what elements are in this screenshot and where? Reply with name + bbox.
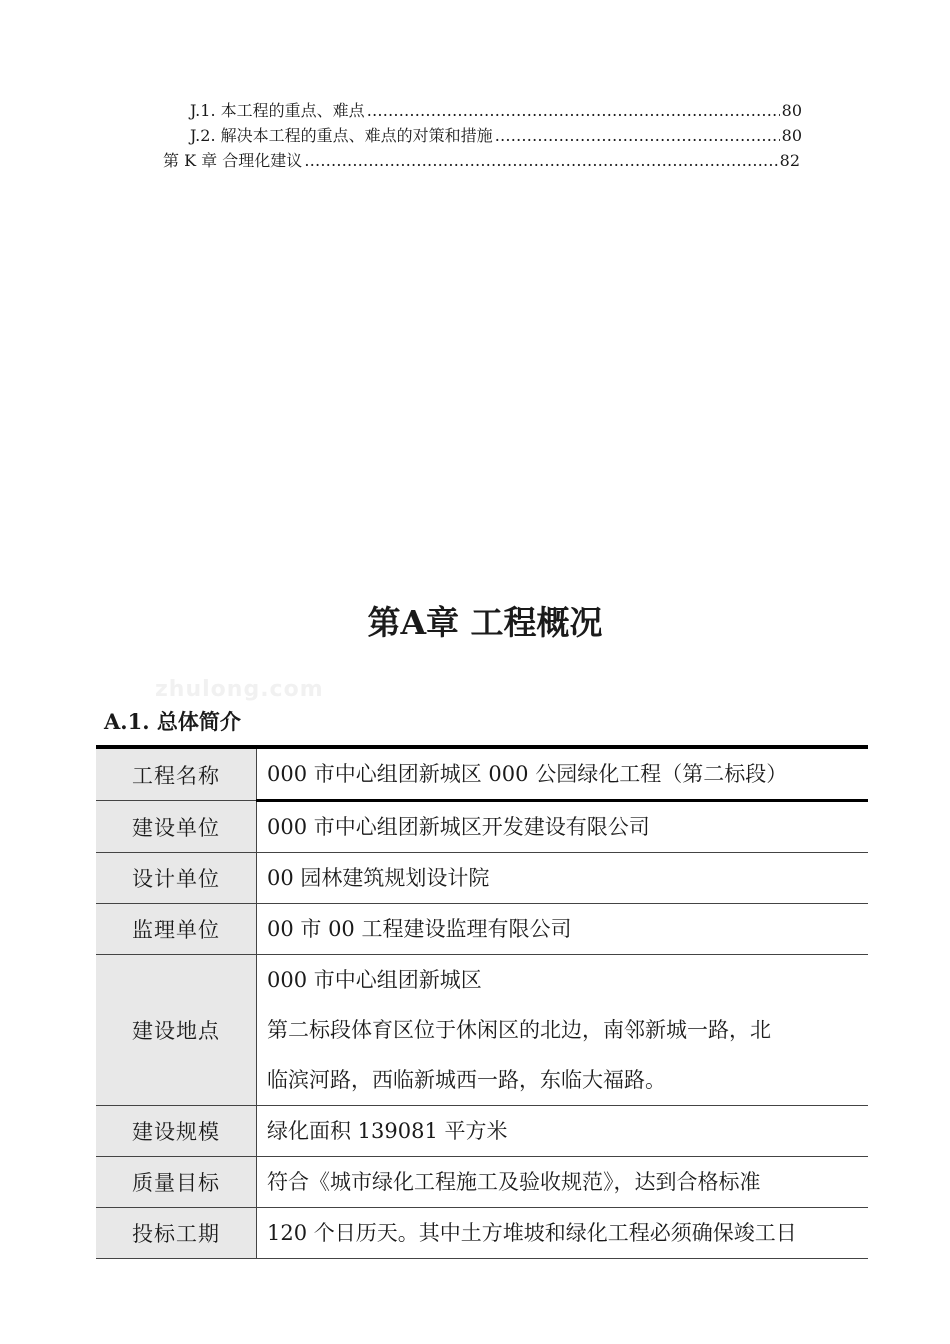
row-value-line: 第二标段体育区位于休闲区的北边，南邻新城一路，北 [267, 1018, 771, 1042]
table-row [96, 853, 868, 904]
row-label: 建设地点 [96, 955, 257, 1106]
row-value-line: 000 市中心组团新城区 000 公园绿化工程（第二标段） [267, 762, 788, 786]
row-value [257, 853, 869, 904]
table-row [96, 955, 868, 1106]
project-info-table-body [96, 747, 868, 1259]
row-value-line: 00 市 00 工程建设监理有限公司 [267, 917, 572, 941]
row-value [257, 1106, 869, 1157]
row-value [257, 801, 869, 853]
row-value [257, 904, 869, 955]
row-label: 设计单位 [96, 853, 257, 904]
row-value-line: 120 个日历天。其中土方堆坡和绿化工程必须确保竣工日 [267, 1221, 797, 1245]
toc-entry-text: 第 K 章 合理化建议 [163, 151, 303, 170]
table-row [96, 1157, 868, 1208]
project-info-table [96, 745, 868, 1259]
row-value-line: 临滨河路，西临新城西一路，东临大福路。 [267, 1068, 666, 1092]
row-value-line: 绿化面积 139081 平方米 [267, 1119, 508, 1143]
row-value-line: 符合《城市绿化工程施工及验收规范》，达到合格标准 [267, 1170, 761, 1194]
row-label: 建设单位 [96, 801, 257, 853]
row-value [257, 1208, 869, 1259]
row-label: 质量目标 [96, 1157, 257, 1208]
toc-entry-text: J.2. 解决本工程的重点、难点的对策和措施 [190, 126, 493, 145]
row-label: 投标工期 [96, 1208, 257, 1259]
toc-entry-page: 80 [781, 126, 802, 145]
table-row [96, 1106, 868, 1157]
row-value-line: 000 市中心组团新城区 [267, 968, 482, 992]
row-value-line: 00 园林建筑规划设计院 [267, 866, 490, 890]
row-label: 建设规模 [96, 1106, 257, 1157]
toc-entry[interactable] [190, 125, 802, 147]
table-row [96, 801, 868, 853]
row-label: 工程名称 [96, 747, 257, 801]
toc-entry-page: 80 [781, 101, 802, 120]
toc-entry[interactable] [163, 150, 800, 172]
row-value-line: 000 市中心组团新城区开发建设有限公司 [267, 815, 650, 839]
table-row [96, 904, 868, 955]
section-title: A.1. 总体简介 [104, 709, 241, 734]
watermark: zhulong.com [155, 677, 324, 702]
table-row [96, 1208, 868, 1259]
row-value [257, 955, 869, 1106]
table-row [96, 747, 868, 801]
row-value [257, 747, 869, 801]
toc-entry-text: J.1. 本工程的重点、难点 [190, 101, 365, 120]
toc-entry-page: 82 [779, 151, 800, 170]
row-value [257, 1157, 869, 1208]
row-label: 监理单位 [96, 904, 257, 955]
toc-entry[interactable] [190, 100, 802, 122]
toc-dot-leader [495, 125, 780, 147]
chapter-title: 第A章 工程概况 [367, 603, 603, 642]
toc-dot-leader [367, 100, 780, 122]
toc-dot-leader [304, 150, 777, 172]
